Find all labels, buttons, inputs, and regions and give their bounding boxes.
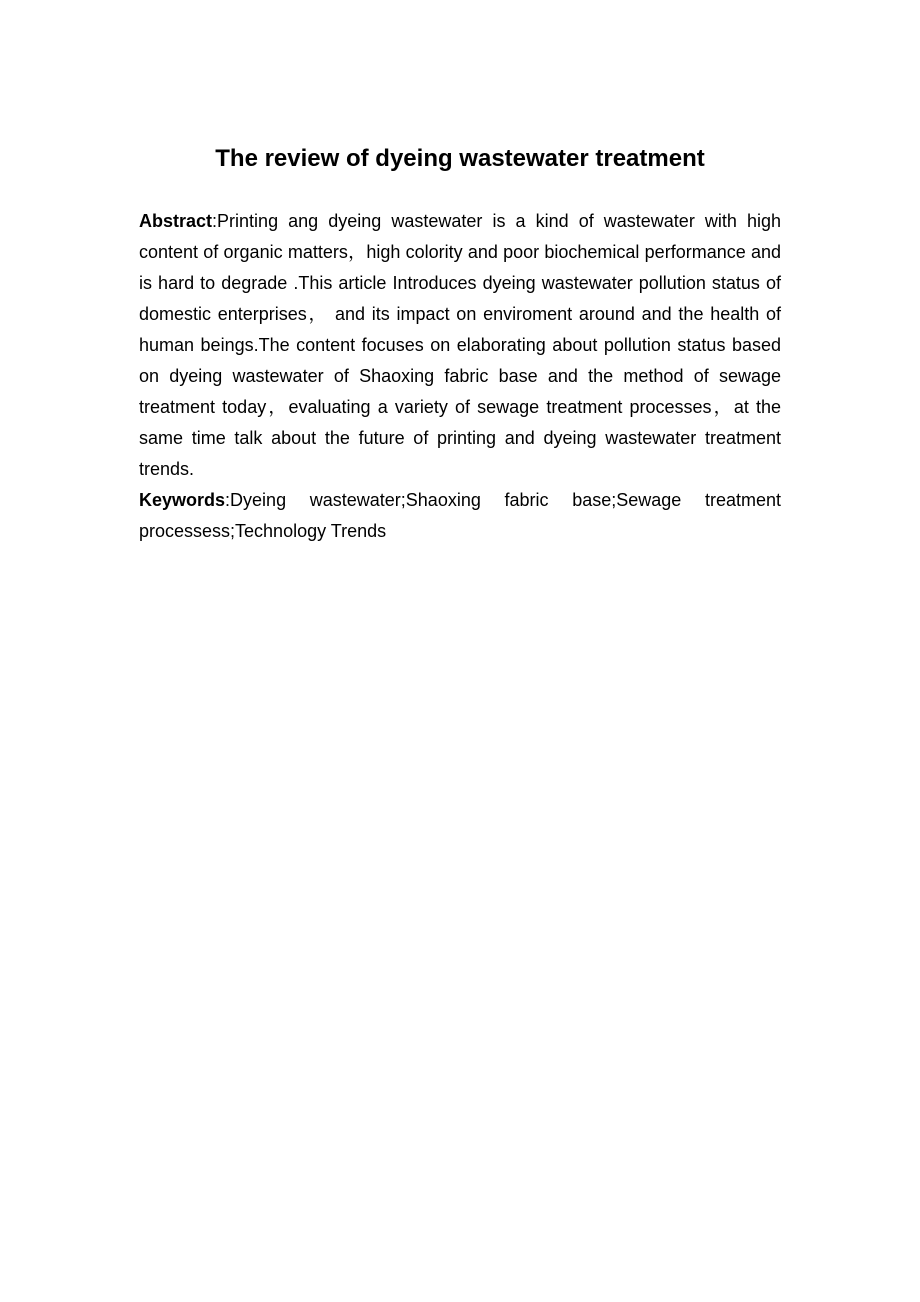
abstract-text: Printing ang dyeing wastewater is a kind of wastewater with high content of organic matters，high colority and poor biochemical performance and is hard to degrade .This article Introduces dyeing wastewater pollution status of domestic enterprises， and its impact on enviroment around and the health of human beings.The content focuses on elaborating about pollution status based on dyeing wastewater of Shaoxing fabric base and the method of sewage treatment today，evaluating a variety of sewage treatment processes，at the same time talk about the future of printing and dyeing wastewater treatment trends. — [139, 211, 781, 479]
abstract-paragraph — [139, 206, 781, 485]
keywords-paragraph — [139, 485, 781, 547]
keywords-label: Keywords — [139, 490, 226, 510]
keywords-text: Dyeing wastewater;Shaoxing fabric base;Sewage treatment processess;Technology Trends — [139, 490, 781, 541]
document-title: The review of dyeing wastewater treatment — [215, 145, 705, 172]
abstract-label: Abstract — [139, 211, 213, 231]
abstract-separator: : — [212, 211, 218, 231]
keywords-separator: : — [225, 490, 231, 510]
